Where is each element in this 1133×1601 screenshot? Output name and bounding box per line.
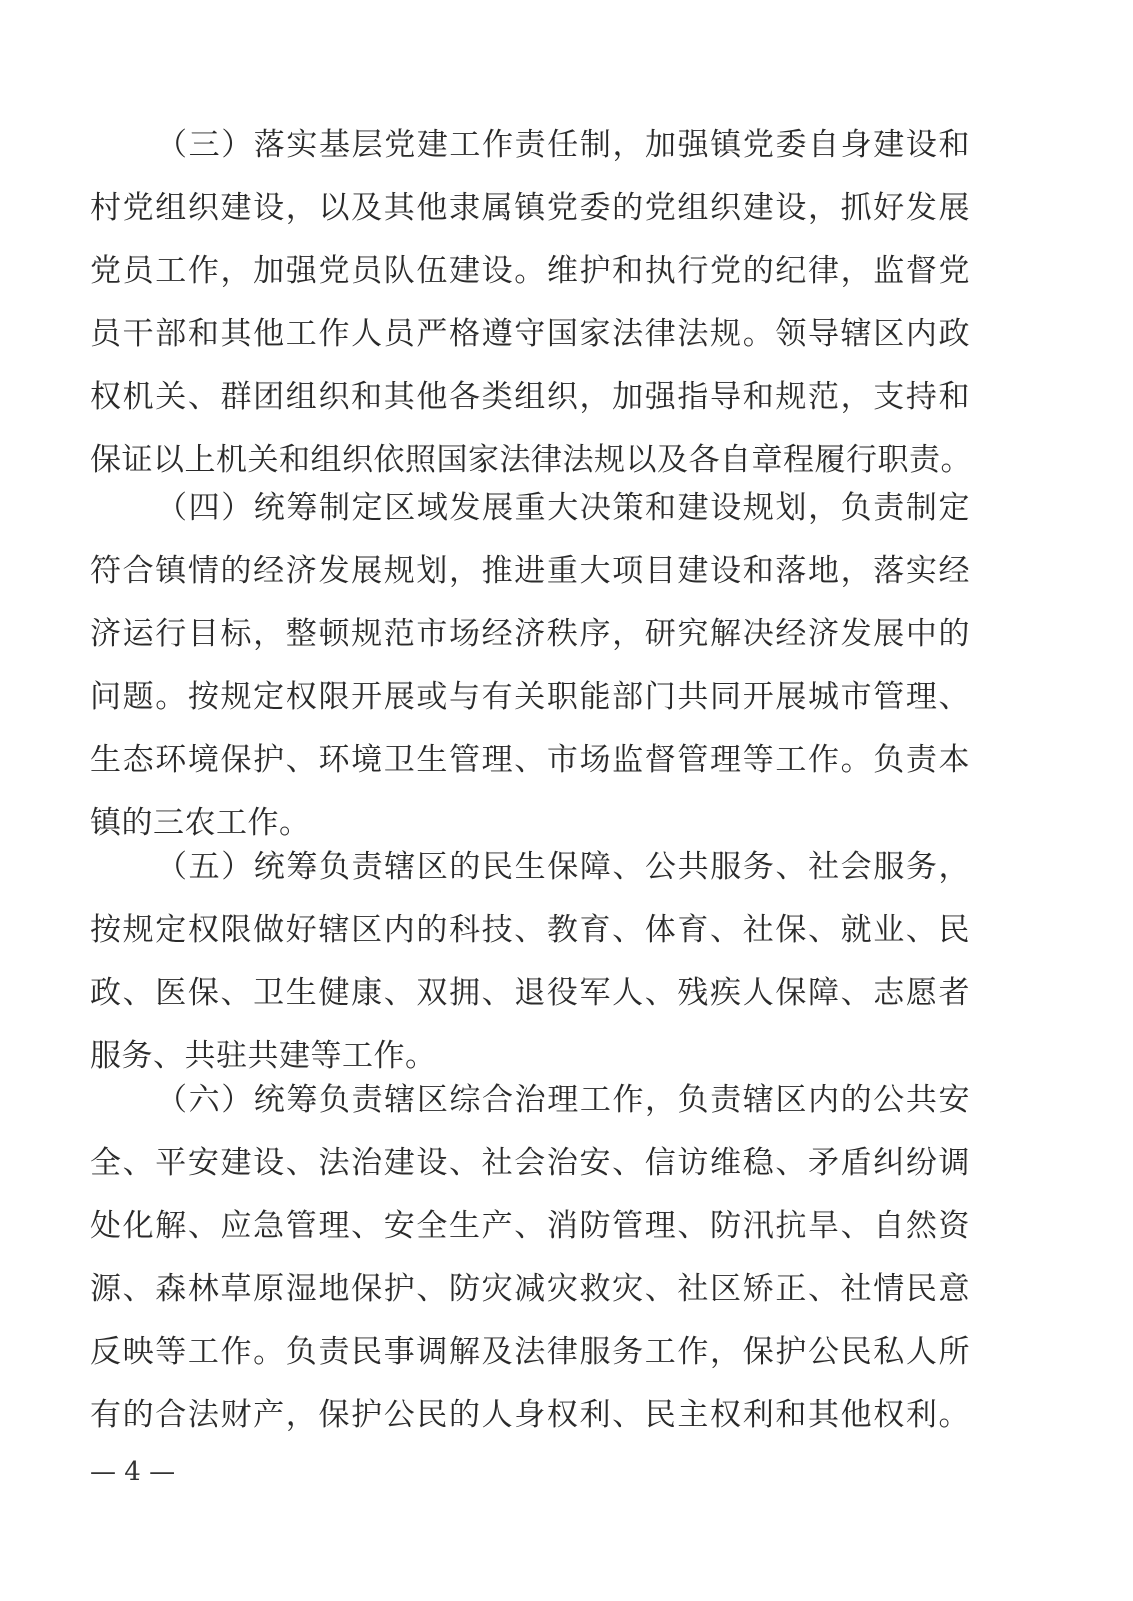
paragraph-5 bbox=[90, 836, 970, 1088]
paragraph-line: 有的合法财产，保护公民的人身权利、民主权利和其他权利。 bbox=[90, 1397, 970, 1433]
paragraph-line: 政、医保、卫生健康、双拥、退役军人、残疾人保障、志愿者 bbox=[90, 975, 970, 1011]
paragraph-line: 镇的三农工作。 bbox=[90, 805, 311, 841]
paragraph-line: 问题。按规定权限开展或与有关职能部门共同开展城市管理、 bbox=[90, 679, 970, 715]
paragraph-4 bbox=[90, 477, 970, 855]
paragraph-line: 济运行目标，整顿规范市场经济秩序，研究解决经济发展中的 bbox=[90, 616, 970, 652]
paragraph-line: 反映等工作。负责民事调解及法律服务工作，保护公民私人所 bbox=[90, 1334, 970, 1370]
paragraph-line: 处化解、应急管理、安全生产、消防管理、防汛抗旱、自然资 bbox=[90, 1208, 970, 1244]
paragraph-line: 权机关、群团组织和其他各类组织，加强指导和规范，支持和 bbox=[90, 379, 970, 415]
paragraph-line: 村党组织建设，以及其他隶属镇党委的党组织建设，抓好发展 bbox=[90, 190, 970, 226]
paragraph-6 bbox=[90, 1069, 970, 1447]
paragraph-line: （五）统筹负责辖区的民生保障、公共服务、社会服务， bbox=[156, 849, 970, 885]
paragraph-line: 按规定权限做好辖区内的科技、教育、体育、社保、就业、民 bbox=[90, 912, 970, 948]
paragraph-3 bbox=[90, 114, 970, 492]
page-number: — 4 — bbox=[90, 1457, 176, 1487]
paragraph-line: 源、森林草原湿地保护、防灾减灾救灾、社区矫正、社情民意 bbox=[90, 1271, 970, 1307]
paragraph-line: 服务、共驻共建等工作。 bbox=[90, 1038, 437, 1074]
paragraph-line: 符合镇情的经济发展规划，推进重大项目建设和落地，落实经 bbox=[90, 553, 970, 589]
paragraph-line: （三）落实基层党建工作责任制，加强镇党委自身建设和 bbox=[156, 127, 970, 163]
paragraph-line: 保证以上机关和组织依照国家法律法规以及各自章程履行职责。 bbox=[90, 442, 972, 478]
paragraph-line: 员干部和其他工作人员严格遵守国家法律法规。领导辖区内政 bbox=[90, 316, 970, 352]
paragraph-line: （四）统筹制定区域发展重大决策和建设规划，负责制定 bbox=[156, 490, 970, 526]
paragraph-line: （六）统筹负责辖区综合治理工作，负责辖区内的公共安 bbox=[156, 1082, 970, 1118]
paragraph-line: 党员工作，加强党员队伍建设。维护和执行党的纪律，监督党 bbox=[90, 253, 970, 289]
paragraph-line: 全、平安建设、法治建设、社会治安、信访维稳、矛盾纠纷调 bbox=[90, 1145, 970, 1181]
paragraph-line: 生态环境保护、环境卫生管理、市场监督管理等工作。负责本 bbox=[90, 742, 970, 778]
